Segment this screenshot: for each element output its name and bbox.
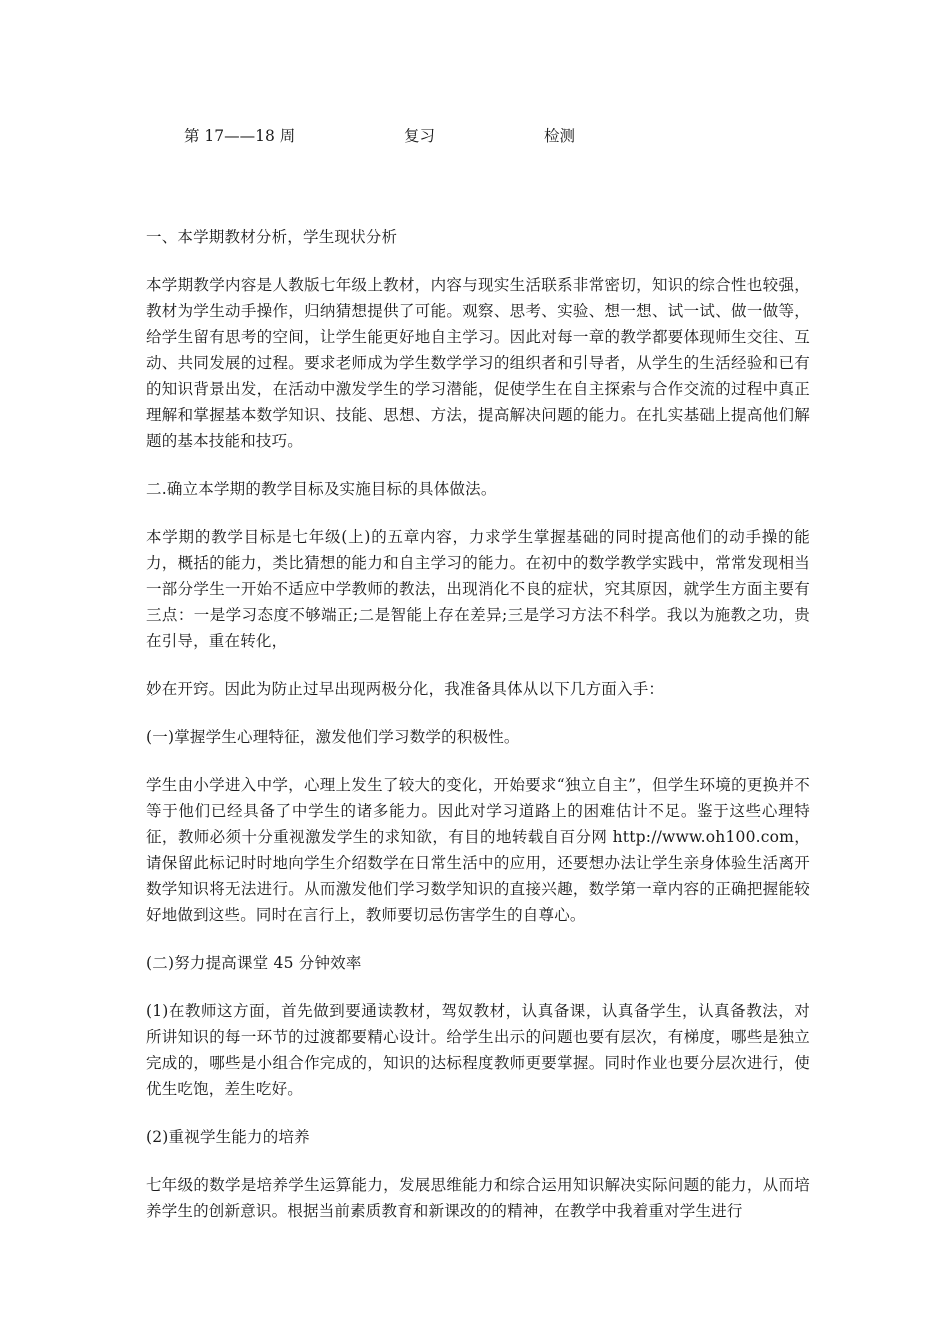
section-2-body: 本学期的教学目标是七年级(上)的五章内容，力求学生掌握基础的同时提高他们的动手操的能力，概括的能力，类比猜想的能力和自主学习的能力。在初中的数学教学实践中，常常发现相当一部分学生一开始不适应中学教师的教法，出现消化不良的症状，究其原因，就学生方面主要有三点：一是学习态度不够端正;二是智能上存在差异;三是学习方法不科学。我以为施教之功，贵在引导，重在转化，	[146, 528, 810, 650]
part-2-title: (二)努力提高课堂 45 分钟效率	[146, 954, 362, 972]
section-2-body-continued: 妙在开窍。因此为防止过早出现两极分化，我准备具体从以下几方面入手：	[146, 680, 665, 698]
test-label: 检测	[544, 127, 576, 145]
part-2-item-1: (1)在教师这方面，首先做到要通读教材，驾奴教材，认真备课，认真备学生，认真备教法，对所讲知识的每一环节的过渡都要精心设计。给学生出示的问题也要有层次，有梯度，哪些是独立完成的，哪些是小组合作完成的，知识的达标程度教师更要掌握。同时作业也要分层次进行，使优生吃饱，差生吃好。	[146, 1002, 810, 1098]
part-1-title: (一)掌握学生心理特征，激发他们学习数学的积极性。	[146, 728, 520, 746]
document-body	[146, 224, 810, 1246]
section-1-title: 一、本学期教材分析，学生现状分析	[146, 228, 398, 246]
section-2-title: 二.确立本学期的教学目标及实施目标的具体做法。	[146, 480, 497, 498]
section-1-body: 本学期教学内容是人教版七年级上教材，内容与现实生活联系非常密切，知识的综合性也较强，教材为学生动手操作，归纳猜想提供了可能。观察、思考、实验、想一想、试一试、做一做等，给学生留有思考的空间，让学生能更好地自主学习。因此对每一章的教学都要体现师生交往、互动、共同发展的过程。要求老师成为学生数学学习的组织者和引导者，从学生的生活经验和已有的知识背景出发，在活动中激发学生的学习潜能，促使学生在自主探索与合作交流的过程中真正理解和掌握基本数学知识、技能、思想、方法，提高解决问题的能力。在扎实基础上提高他们解题的基本技能和技巧。	[146, 276, 810, 450]
part-2-item-2-title: (2)重视学生能力的培养	[146, 1128, 310, 1146]
part-2-item-2-body: 七年级的数学是培养学生运算能力，发展思维能力和综合运用知识解决实际问题的能力，从而培养学生的创新意识。根据当前素质教育和新课改的的精神，在教学中我着重对学生进行	[146, 1176, 810, 1220]
week-range: 第 17——18 周	[184, 127, 296, 145]
part-1-body: 学生由小学进入中学，心理上发生了较大的变化，开始要求“独立自主”，但学生环境的更换并不等于他们已经具备了中学生的诸多能力。因此对学习道路上的困难估计不足。鉴于这些心理特征，教师必须十分重视激发学生的求知欲，有目的地转载自百分网 http://www.oh100.com，请保留此标记时时地向学生介绍数学在日常生活中的应用，还要想办法让学生亲身体验生活离开数学知识将无法进行。从而激发他们学习数学知识的直接兴趣，数学第一章内容的正确把握能较好地做到这些。同时在言行上，教师要切忌伤害学生的自尊心。	[146, 776, 810, 924]
review-label: 复习	[404, 127, 436, 145]
